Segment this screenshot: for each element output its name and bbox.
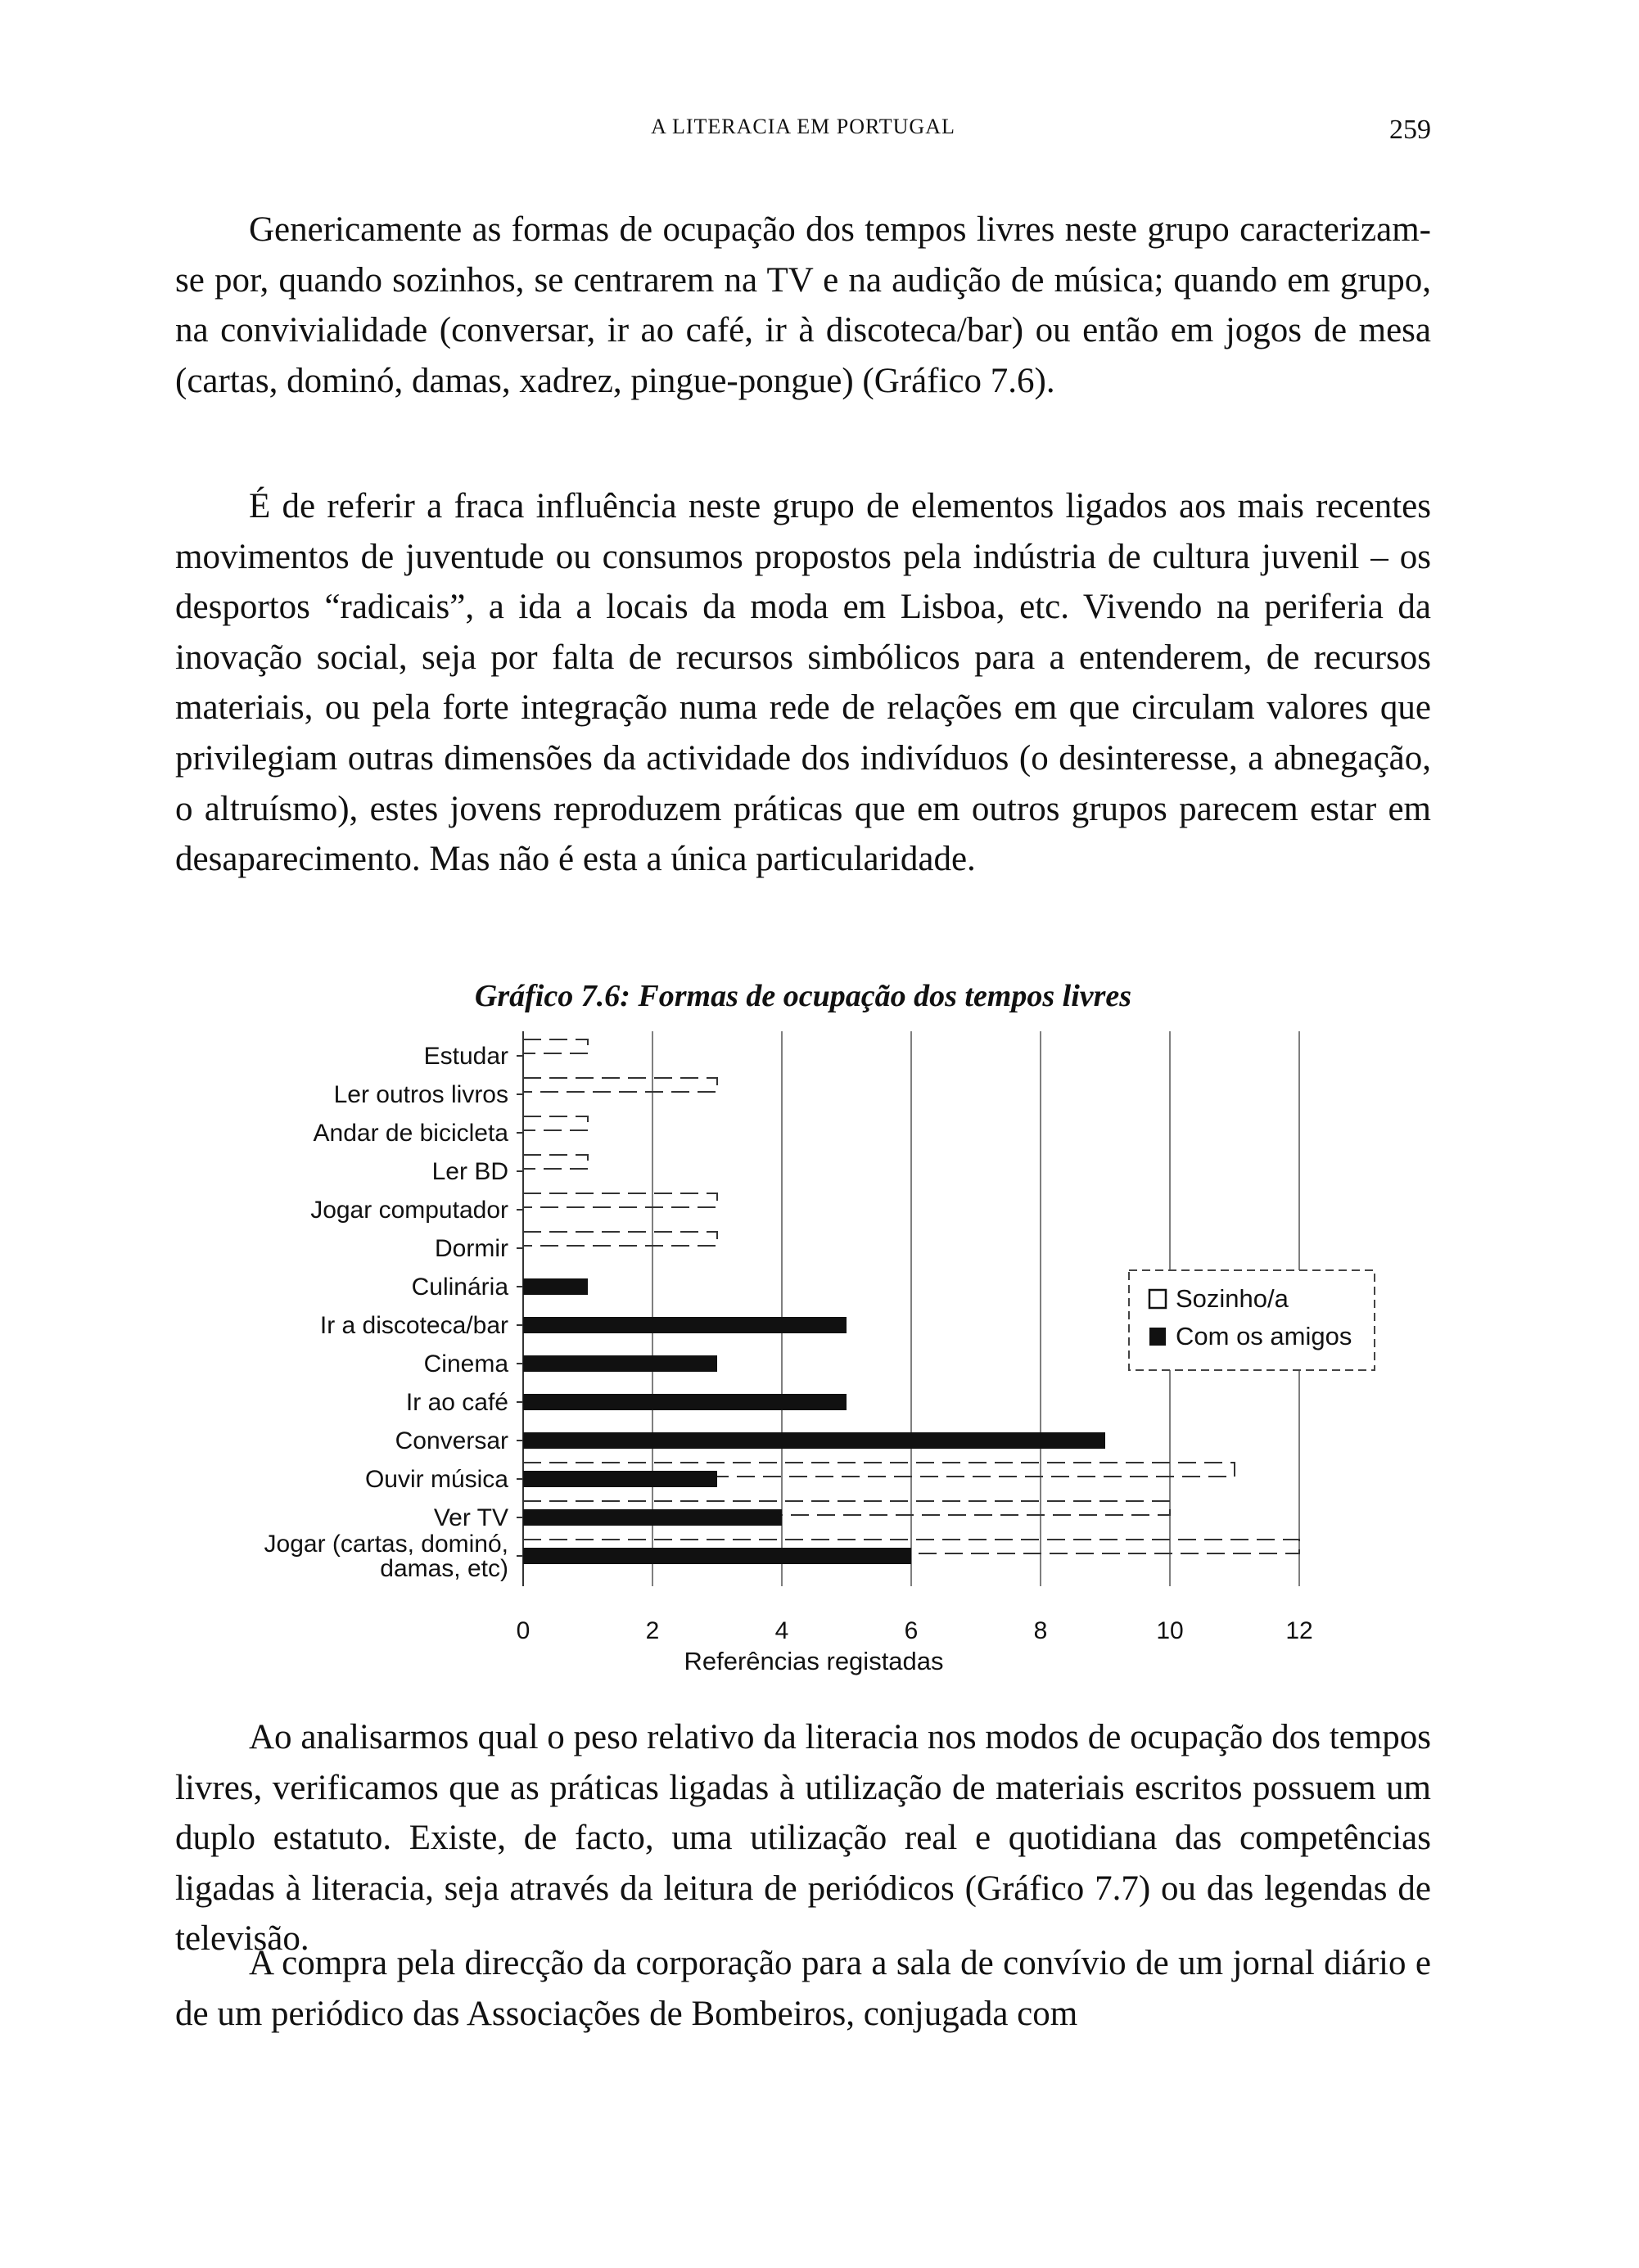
page-number: 259: [1389, 115, 1431, 145]
body-paragraph-2: É de referir a fraca influência neste grupo de elementos ligados aos mais recentes movimentos de juventude ou consumos propostos pela indústria de cultura juvenil – os desportos “radicais”, a ida a locais da moda em Lisboa, etc. Vivendo na periferia da inovação social, seja por falta de recursos simbólicos para a entenderem, de recursos materiais, ou pela forte integração numa rede de relações em que circulam valores que privilegiam outras dimensões da actividade dos indivíduos (o desinteresse, a abnegação, o altruísmo), estes jovens reproduzem práticas que em outros grupos parecem estar em desaparecimento. Mas não é esta a única particularidade.: [175, 487, 1431, 879]
category-label-10: Conversar: [395, 1427, 508, 1454]
legend-swatch-amigos: [1149, 1328, 1166, 1346]
x-tick-label-8: 8: [1033, 1617, 1048, 1644]
chart-x-ticks: [517, 1617, 1313, 1644]
bar-amigos-9: [523, 1394, 847, 1410]
x-tick-label-6: 6: [904, 1617, 919, 1644]
category-label-9: Ir ao café: [405, 1389, 508, 1416]
category-label-2: Andar de bicicleta: [313, 1120, 508, 1147]
legend-swatch-sozinho: [1149, 1290, 1166, 1308]
chart-legend: [1129, 1270, 1375, 1370]
category-label-11: Ouvir música: [364, 1466, 508, 1493]
bar-sozinho-5: [523, 1232, 717, 1246]
category-label-3: Ler BD: [431, 1158, 508, 1185]
category-label-4: Jogar computador: [310, 1197, 508, 1224]
running-title: A LITERACIA EM PORTUGAL: [651, 115, 955, 138]
bar-sozinho-1: [523, 1078, 717, 1092]
bar-amigos-8: [523, 1355, 717, 1372]
bar-amigos-6: [523, 1278, 588, 1295]
chart-category-labels: [264, 1043, 523, 1582]
legend-label-sozinho: Sozinho/a: [1176, 1284, 1289, 1313]
x-tick-label-12: 12: [1285, 1617, 1313, 1644]
category-label-5: Dormir: [435, 1235, 508, 1262]
running-header: [175, 115, 1431, 156]
x-tick-label-4: 4: [774, 1617, 789, 1644]
category-label-1: Ler outros livros: [333, 1081, 508, 1108]
bar-sozinho-2: [523, 1116, 588, 1130]
bar-sozinho-4: [523, 1193, 717, 1207]
category-label-13: Jogar (cartas, dominó, damas, etc): [264, 1531, 508, 1582]
category-label-0: Estudar: [423, 1043, 508, 1070]
x-tick-label-10: 10: [1156, 1617, 1184, 1644]
category-label-8: Cinema: [423, 1350, 508, 1377]
bar-amigos-13: [523, 1548, 911, 1564]
body-paragraph-3: Ao analisarmos qual o peso relativo da literacia nos modos de ocupação dos tempos livres, verificamos que as práticas ligadas à utilização de materiais escritos possuem um duplo estatuto. Existe, de facto, uma utilização real e quotidiana das competências ligadas à literacia, seja através da leitura de periódicos (Gráfico 7.7) ou das legendas de televisão.: [175, 1718, 1431, 1959]
category-label-12: Ver TV: [433, 1504, 508, 1531]
bar-sozinho-3: [523, 1155, 588, 1169]
body-paragraph-1: Genericamente as formas de ocupação dos tempos livres neste grupo caracterizam-se por, quando sozinhos, se centrarem na TV e na audição de música; quando em grupo, na convivialidade (conversar, ir ao café, ir à discoteca/bar) ou então em jogos de mesa (cartas, dominó, damas, xadrez, pingue-pongue) (Gráfico 7.6).: [175, 210, 1431, 400]
legend-label-amigos: Com os amigos: [1176, 1322, 1352, 1350]
bar-amigos-12: [523, 1509, 782, 1526]
leisure-bar-chart: [175, 1031, 1431, 1686]
chart-caption: Gráfico 7.6: Formas de ocupação dos tempos livres: [474, 979, 1132, 1013]
bar-amigos-11: [523, 1471, 717, 1487]
bar-amigos-10: [523, 1432, 1105, 1449]
category-label-7: Ir a discoteca/bar: [319, 1312, 508, 1339]
x-axis-label: Referências registadas: [684, 1647, 944, 1675]
category-label-6: Culinária: [411, 1274, 508, 1301]
bar-amigos-7: [523, 1317, 847, 1333]
body-paragraph-4: A compra pela direcção da corporação para a sala de convívio de um jornal diário e de um periódico das Associações de Bombeiros, conjugada com: [175, 1944, 1431, 2033]
x-tick-label-2: 2: [645, 1617, 660, 1644]
bar-sozinho-0: [523, 1039, 588, 1053]
x-tick-label-0: 0: [516, 1617, 531, 1644]
